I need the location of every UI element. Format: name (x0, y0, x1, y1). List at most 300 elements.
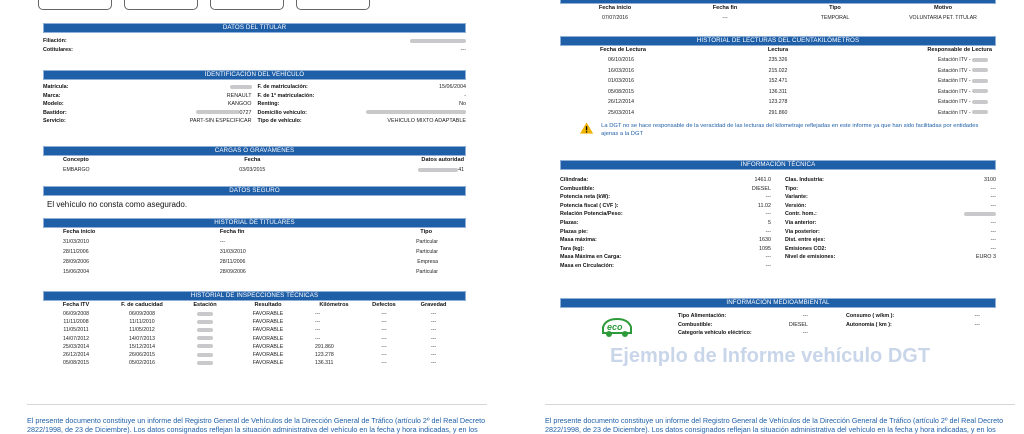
table-cell (175, 335, 235, 343)
cell-text: --- (430, 311, 437, 317)
table-row (43, 343, 466, 351)
kv-value (766, 193, 771, 202)
vehiculo-row (43, 83, 252, 92)
kv-value (991, 228, 996, 237)
cell-text: FAVORABLE (252, 352, 284, 359)
lecturas-col-responsable: Responsable de Lectura (927, 47, 992, 53)
cell: --- (722, 15, 728, 21)
kv-value-text: DIESEL (751, 185, 771, 192)
cell: 31/03/2010 (219, 249, 246, 255)
itv-table (43, 301, 466, 367)
itv-col-resultado: Resultado (254, 302, 282, 308)
table-row (43, 165, 466, 175)
kv-value (759, 245, 771, 254)
table-cell (560, 108, 710, 119)
kv-row (846, 312, 980, 321)
filiacion-label: Filiación: (43, 38, 67, 44)
cell-text: --- (381, 311, 387, 317)
cell-text: 05/08/2015 (608, 88, 634, 95)
bastidor-redacted (196, 110, 240, 114)
cell-text: 14/07/2013 (129, 335, 155, 342)
redacted-value (972, 68, 988, 72)
kv-value-text: DIESEL (788, 321, 808, 328)
kv-value (975, 321, 980, 330)
kv-label: Plazas: (560, 219, 579, 226)
cell-text: 136.311 (315, 360, 334, 367)
kv-row (560, 185, 771, 194)
cell-text: --- (381, 352, 387, 359)
kv-row (785, 228, 996, 237)
cell-text: 01/03/2016 (608, 78, 634, 84)
domicilio-label: Domicilio vehículo: (257, 109, 307, 116)
domicilio-redacted (366, 110, 466, 114)
kv-label: Tipo Alimentación: (678, 313, 727, 319)
vehiculo-row (258, 92, 467, 101)
cell-text: --- (430, 343, 437, 350)
itv-col-estacion: Estación (193, 302, 217, 308)
top-button-2[interactable] (124, 0, 198, 10)
kv-value (991, 202, 996, 211)
cell-text: --- (315, 327, 321, 334)
itv-header: HISTORIAL DE INSPECCIONES TÉCNICAS (43, 291, 466, 301)
kv-row (560, 219, 771, 228)
medio-section (560, 298, 996, 348)
renting-label: Renting: (257, 101, 280, 108)
kv-value (984, 176, 996, 185)
top-button-3[interactable] (210, 0, 284, 10)
kv-value-text: 11.02 (757, 202, 771, 209)
cell-text: Estación ITV - (937, 78, 972, 84)
cell-text: 25/03/2014 (63, 343, 89, 350)
cargas-table (43, 156, 466, 175)
cell: 07/07/2016 (602, 15, 628, 21)
cell: Particular (416, 269, 438, 275)
table-cell (301, 359, 367, 367)
cargas-fecha: 03/03/2015 (239, 167, 266, 173)
redacted-value (197, 312, 213, 316)
cell-text: --- (381, 360, 387, 367)
vehiculo-row (43, 109, 252, 118)
cell-text: 06/10/2016 (608, 57, 634, 63)
kv-value (759, 236, 771, 245)
tecnica-right-col (785, 176, 996, 271)
table-cell (235, 343, 301, 351)
kv-row (785, 185, 996, 194)
kv-label: Masa máxima: (560, 237, 597, 244)
cell-text: FAVORABLE (252, 319, 284, 326)
cell: --- (219, 239, 226, 245)
cell-text: 123.278 (768, 99, 788, 105)
f-matriculacion-value: 15/06/2004 (439, 84, 466, 90)
kv-value-text: 1095 (759, 245, 771, 252)
kv-label: Relación Potencia/Peso: (560, 211, 623, 218)
kv-row (785, 253, 996, 262)
lecturas-col-lectura: Lectura (767, 47, 789, 53)
kv-value-text: --- (990, 228, 996, 235)
eco-logo (600, 316, 634, 340)
kv-value-text: 1461.0 (754, 177, 771, 183)
cell-text: 06/09/2008 (63, 311, 89, 317)
cargas-col-autoridad: Datos autoridad (421, 157, 464, 163)
table-cell (401, 318, 466, 326)
kv-label: Categoría vehículo eléctrico: (678, 330, 752, 337)
table-row (560, 66, 996, 77)
table-cell (710, 108, 846, 119)
kv-label: Combustible: (678, 321, 713, 328)
table-row (43, 359, 466, 367)
table-cell (846, 55, 996, 66)
cargas-autoridad: 41 (458, 167, 464, 173)
itv-col-fecha: Fecha ITV (62, 302, 90, 308)
bastidor-value: 0727 (239, 109, 252, 116)
table-cell (43, 351, 109, 359)
kv-value (976, 253, 996, 262)
tipo-vehiculo-value: VEHICULO MIXTO ADAPTABLE (387, 118, 466, 125)
table-cell (109, 359, 175, 367)
filiacion-redacted (410, 39, 466, 43)
cell-text: --- (430, 352, 437, 359)
kv-row (560, 228, 771, 237)
f-matriculacion-label: F. de matriculación: (257, 84, 308, 90)
cell-text: 291.860 (768, 109, 788, 116)
cargas-section (43, 146, 466, 175)
kv-label: Variante: (785, 194, 808, 201)
redacted-value (197, 353, 213, 357)
vehiculo-left-col (43, 83, 252, 126)
kv-row (785, 245, 996, 254)
table-row (43, 326, 466, 334)
redacted-value (197, 361, 213, 365)
baja-col-tipo: Tipo (829, 5, 841, 11)
warning-icon (580, 122, 593, 134)
table-cell (401, 343, 466, 351)
cell-text: Estación ITV - (937, 109, 972, 116)
servicio-label: Servicio: (43, 118, 66, 125)
marca-label: Marca: (43, 92, 61, 99)
cell-text: 235.326 (768, 57, 788, 63)
kv-value-text: --- (990, 185, 996, 192)
cell: 28/11/2006 (63, 249, 89, 255)
redacted-value (972, 110, 988, 114)
kv-row (560, 253, 771, 262)
table-row (43, 237, 466, 247)
table-cell (367, 326, 401, 334)
cargas-col-concepto: Concepto (63, 157, 89, 163)
cell-text: --- (381, 327, 387, 334)
cell-text: --- (430, 335, 437, 342)
cell-text: 06/09/2008 (129, 311, 155, 317)
cell-text: Estación ITV - (937, 67, 972, 74)
cell-text: 26/12/2014 (63, 352, 89, 359)
top-button-1[interactable] (38, 0, 112, 10)
titular-header: DATOS DEL TITULAR (43, 23, 466, 33)
table-cell (367, 335, 401, 343)
titulares-col-fin: Fecha fin (219, 229, 245, 235)
cell-text: 05/02/2016 (129, 360, 155, 367)
kv-label: Masa en Circulación: (560, 262, 614, 269)
table-cell (301, 318, 367, 326)
kv-row (785, 202, 996, 211)
table-row (560, 108, 996, 119)
kv-row (846, 321, 980, 330)
kv-label: Consumo ( w/km ): (846, 313, 895, 319)
tecnica-left-col (560, 176, 771, 271)
kv-label: Contr. hom.: (785, 211, 817, 218)
kv-value-text: 5 (768, 219, 771, 226)
vehiculo-row (258, 117, 467, 126)
kv-value (766, 262, 771, 271)
table-cell (710, 87, 846, 98)
baja-col-inicio: Fecha inicio (598, 5, 632, 11)
table-cell (401, 326, 466, 334)
cell: 28/09/2006 (63, 259, 89, 265)
kv-label: Tara (kg): (560, 245, 585, 252)
seguro-text: El vehículo no consta como asegurado. (47, 200, 188, 209)
medio-right-col (846, 312, 980, 329)
table-cell (560, 55, 710, 66)
titular-row-filiacion (43, 37, 466, 46)
cell-text: --- (315, 335, 321, 342)
medio-left-col (678, 312, 808, 338)
servicio-value: PART-SIN ESPECIFICAR (189, 118, 252, 125)
redacted-value (972, 89, 988, 93)
cargas-col-fecha: Fecha (244, 157, 261, 163)
cell-text: 25/03/2014 (608, 109, 634, 116)
table-cell (846, 66, 996, 77)
titular-row-cotitulares (43, 46, 466, 55)
cell-text: --- (381, 335, 387, 342)
top-button-4[interactable] (296, 0, 370, 10)
titulares-table (43, 228, 466, 277)
renting-value: No (459, 101, 466, 108)
matricula-redacted (230, 85, 252, 89)
footer-rule (545, 404, 1015, 405)
itv-col-km: Kilómetros (319, 302, 349, 308)
cell: VOLUNTARIA PET. TITULAR (909, 15, 977, 21)
tipo-vehiculo-label: Tipo de vehículo: (257, 118, 302, 125)
kv-label: Vía anterior: (785, 219, 817, 226)
table-cell (560, 76, 710, 87)
table-cell (560, 97, 710, 108)
redacted-value (197, 336, 213, 340)
kv-value (755, 176, 772, 185)
kv-value-text: --- (765, 211, 771, 218)
kv-value (991, 185, 996, 194)
cargas-header: CARGAS O GRAVÁMENES (43, 146, 466, 156)
tecnica-header: INFORMACIÓN TÉCNICA (560, 160, 996, 170)
table-row (560, 13, 996, 23)
kv-value-text: --- (802, 330, 808, 337)
table-cell (710, 97, 846, 108)
cell: 15/06/2004 (63, 269, 89, 275)
cell-text: Estación ITV - (937, 88, 972, 95)
table-cell (43, 318, 109, 326)
table-cell (109, 310, 175, 318)
table-cell (235, 310, 301, 318)
cell-text: 152.471 (768, 78, 788, 84)
table-row (43, 335, 466, 343)
table-cell (401, 359, 466, 367)
cell-text: 136.311 (768, 88, 788, 95)
modelo-value: KANGOO (227, 101, 252, 108)
kv-label: Versión: (785, 202, 807, 209)
table-cell (401, 335, 466, 343)
kv-value-text: --- (765, 262, 771, 269)
table-row (560, 55, 996, 66)
cell-text: 16/03/2016 (608, 67, 634, 74)
titulares-header: HISTORIAL DE TITULARES (43, 218, 466, 228)
table-cell (301, 326, 367, 334)
baja-col-fin: Fecha fin (712, 5, 738, 11)
table-cell (301, 335, 367, 343)
kv-value (964, 210, 996, 219)
table-row (43, 257, 466, 267)
table-cell (109, 343, 175, 351)
table-cell (175, 310, 235, 318)
cell-text: 11/11/2010 (129, 319, 155, 326)
cell-text: FAVORABLE (252, 343, 284, 350)
cell-text: --- (381, 343, 387, 350)
cargas-concepto: EMBARGO (63, 167, 90, 173)
table-cell (367, 359, 401, 367)
kv-row (678, 312, 808, 321)
lecturas-col-fecha: Fecha de Lectura (600, 47, 647, 53)
kv-value (803, 312, 808, 321)
cell: Empresa (417, 259, 438, 265)
table-cell (43, 326, 109, 334)
table-cell (175, 343, 235, 351)
baja-col-motivo: Motivo (933, 5, 953, 11)
table-row (560, 76, 996, 87)
titulares-col-tipo: Tipo (420, 229, 432, 235)
itv-section (43, 291, 466, 367)
kv-label: Cilindrada: (560, 177, 589, 183)
cell: 28/11/2006 (219, 259, 246, 265)
cell-text: 291.860 (315, 343, 334, 350)
redacted-value (972, 58, 988, 62)
table-row (560, 87, 996, 98)
table-cell (109, 351, 175, 359)
table-cell (560, 87, 710, 98)
table-cell (109, 318, 175, 326)
table-cell (301, 351, 367, 359)
itv-col-caducidad: F. de caducidad (121, 302, 163, 308)
kv-label: Vía posterior: (785, 228, 820, 235)
cell-text: 11/05/2011 (63, 327, 89, 334)
kv-value (991, 245, 996, 254)
kv-label: Emisiones CO2: (785, 245, 827, 252)
kv-value (752, 185, 771, 194)
autoridad-redacted (418, 168, 458, 172)
table-cell (43, 343, 109, 351)
footer-rule (27, 404, 487, 405)
cell-text: --- (430, 360, 437, 367)
kv-value (758, 202, 771, 211)
titulares-section (43, 218, 466, 277)
kv-value-text: --- (990, 245, 996, 252)
table-cell (367, 310, 401, 318)
itv-col-gravedad: Gravedad (420, 302, 447, 308)
kv-row (785, 193, 996, 202)
table-cell (301, 343, 367, 351)
vehiculo-right-col (258, 83, 467, 126)
table-cell (43, 359, 109, 367)
kv-value-text: --- (974, 321, 980, 328)
kv-label: Tipo: (785, 185, 799, 192)
table-cell (710, 66, 846, 77)
kv-value-text: EURO 3 (975, 254, 996, 261)
kv-label: Plazas pie: (560, 228, 588, 235)
cell: Particular (416, 239, 438, 245)
table-cell (710, 55, 846, 66)
vehiculo-row (43, 117, 252, 126)
kv-value-text: --- (990, 202, 996, 209)
modelo-label: Modelo: (43, 101, 64, 108)
kv-label: Dist. entre ejes: (785, 237, 826, 244)
table-cell (367, 343, 401, 351)
kv-label: Autonomía ( km ): (846, 321, 892, 328)
table-cell (109, 335, 175, 343)
cell-text: FAVORABLE (252, 311, 284, 317)
vehiculo-row (43, 100, 252, 109)
vehiculo-header: IDENTIFICACIÓN DEL VEHÍCULO (43, 70, 466, 80)
kv-value-text: 1630 (759, 237, 771, 244)
eco-logo-text: eco (607, 322, 623, 332)
cotitulares-value: --- (460, 46, 466, 53)
cell-text: 11/05/2012 (129, 327, 155, 334)
lecturas-section (560, 36, 996, 138)
table-cell (175, 318, 235, 326)
table-cell (367, 351, 401, 359)
cell-text: 26/06/2015 (129, 352, 155, 359)
table-row (43, 247, 466, 257)
vehiculo-section (43, 70, 466, 126)
matricula-label: Matrícula: (43, 84, 69, 90)
kv-row (560, 262, 771, 271)
kv-value (766, 253, 771, 262)
kv-row (785, 176, 996, 185)
cell: 28/09/2006 (219, 269, 246, 275)
table-cell (401, 310, 466, 318)
cell-text: 11/11/2008 (63, 319, 89, 326)
kv-label: Nivel de emisiones: (785, 254, 836, 261)
cell-text: 26/12/2014 (608, 99, 634, 105)
kv-row (560, 210, 771, 219)
table-cell (109, 326, 175, 334)
table-cell (846, 76, 996, 87)
kv-row (678, 329, 808, 338)
kv-row (678, 321, 808, 330)
vehiculo-row (258, 109, 467, 118)
kv-value (991, 219, 996, 228)
cell: TEMPORAL (820, 15, 850, 21)
table-row (43, 310, 466, 318)
medio-header: INFORMACIÓN MEDIOAMBIENTAL (560, 298, 996, 308)
seguro-header: DATOS SEGURO (43, 186, 466, 196)
marca-value: RENAULT (226, 92, 252, 99)
bastidor-label: Bastidor: (43, 109, 67, 116)
kv-label: Potencia fiscal ( CVF ): (560, 202, 619, 209)
kv-row (785, 236, 996, 245)
kv-row (785, 210, 996, 219)
tecnica-section (560, 160, 996, 271)
table-cell (43, 335, 109, 343)
kv-row (560, 245, 771, 254)
cell-text: FAVORABLE (252, 360, 284, 367)
vehiculo-row (43, 92, 252, 101)
table-cell (710, 76, 846, 87)
table-cell (301, 310, 367, 318)
